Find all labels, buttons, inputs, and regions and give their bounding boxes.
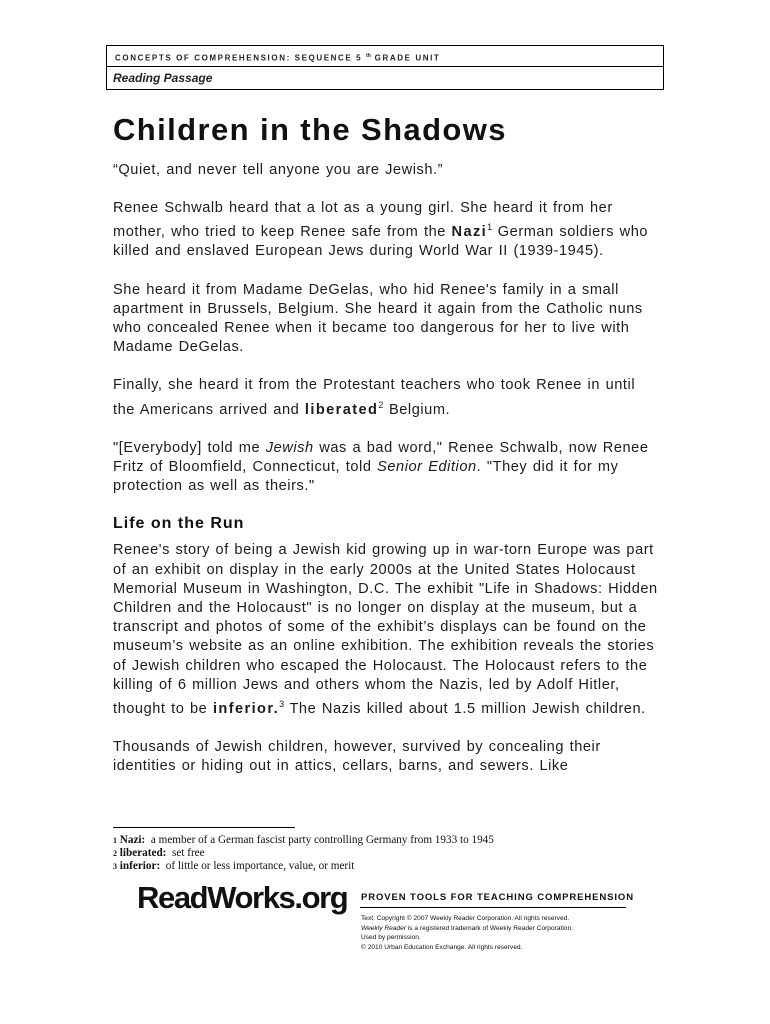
- paragraph-6: Renee's story of being a Jewish kid growing up in war-torn Europe was part of an exhibit on display in the early 2000s at the United States Holocaust Memorial Museum in Washington, D.C. The exhibit "Life in Shadows: Hidden Children and the Holocaust" is no longer on display at the museum, but a transcript and photos of some of the exhibit’s displays can be found on the museum’s website as an online exhibition. The exhibition reveals the stories of Jewish children who escaped the Holocaust. The Holocaust refers to the killing of 6 million Jews and others whom the Nazis, led by Adolf Hitler, thought to be inferior.$^3$ The Nazis killed about 1.5 million Jewish children.: [113, 542, 658, 717]
- readworks-logo: ReadWorks.org: [137, 880, 348, 915]
- article: [113, 108, 658, 776]
- tagline-divider: [360, 907, 626, 908]
- tagline: PROVEN TOOLS FOR TEACHING COMPREHENSION: [361, 892, 634, 903]
- article-title: Children in the Shadows: [113, 112, 507, 147]
- paragraph-2: Renee Schwalb heard that a lot as a young girl. She heard it from her mother, who tried to keep Renee safe from the Nazi$^1$ German soldiers who killed and enslaved European Jews during World War II (1939-1945).: [113, 200, 649, 260]
- term-liberated: liberated: [304, 401, 379, 418]
- footnote-divider: [113, 827, 295, 828]
- footnote-2: $^2$ liberated: set free: [113, 847, 205, 859]
- paragraph-7: Thousands of Jewish children, however, survived by concealing their identities or hiding out in attics, cellars, barns, and sewers. Like: [113, 739, 601, 775]
- paragraph-4: Finally, she heard it from the Protestant teachers who took Renee in until the Americans arrived and liberated$^2$ Belgium.: [113, 377, 636, 418]
- term-nazi: Nazi: [451, 224, 488, 241]
- section-label: Reading Passage: [113, 71, 213, 85]
- term-inferior: inferior.: [212, 700, 280, 717]
- footnote-3: $^3$ inferior: of little or less importance, value, or merit: [113, 860, 355, 872]
- opening-quote: “Quiet, and never tell anyone you are Jewish.”: [113, 162, 444, 178]
- footnote-ref-3: 3: [279, 698, 285, 709]
- footnote-ref-1: 1: [487, 222, 493, 233]
- header-box: [106, 45, 664, 90]
- footnotes: [113, 834, 494, 873]
- copyright-notice: Text: Copyright © 2007 Weekly Reader Corporation. All rights reserved. Weekly Reader is a registered trademark of Weekly Reader Corporation. Used by permission. © 2010 Urban Education Exchange. All rights reserved.: [361, 915, 573, 951]
- paragraph-3: She heard it from Madame DeGelas, who hid Renee's family in a small apartment in Brussels, Belgium. She heard it again from the Catholic nuns who concealed Renee when it became too dangerous for her to live with Madame DeGelas.: [113, 281, 643, 356]
- footnote-1: $^1$ Nazi: a member of a German fascist party controlling Germany from 1933 to 1945: [113, 834, 494, 846]
- subheading: Life on the Run: [113, 515, 245, 533]
- paragraph-5: "[Everybody] told me Jewish was a bad word," Renee Schwalb, now Renee Fritz of Bloomfield, Connecticut, told Senior Edition. "They did it for my protection as well as theirs.": [113, 439, 649, 495]
- footnote-ref-2: 2: [378, 399, 384, 410]
- series-title: CONCEPTS OF COMPREHENSION: SEQUENCE 5 $^{th}$ GRADE UNIT: [107, 46, 663, 67]
